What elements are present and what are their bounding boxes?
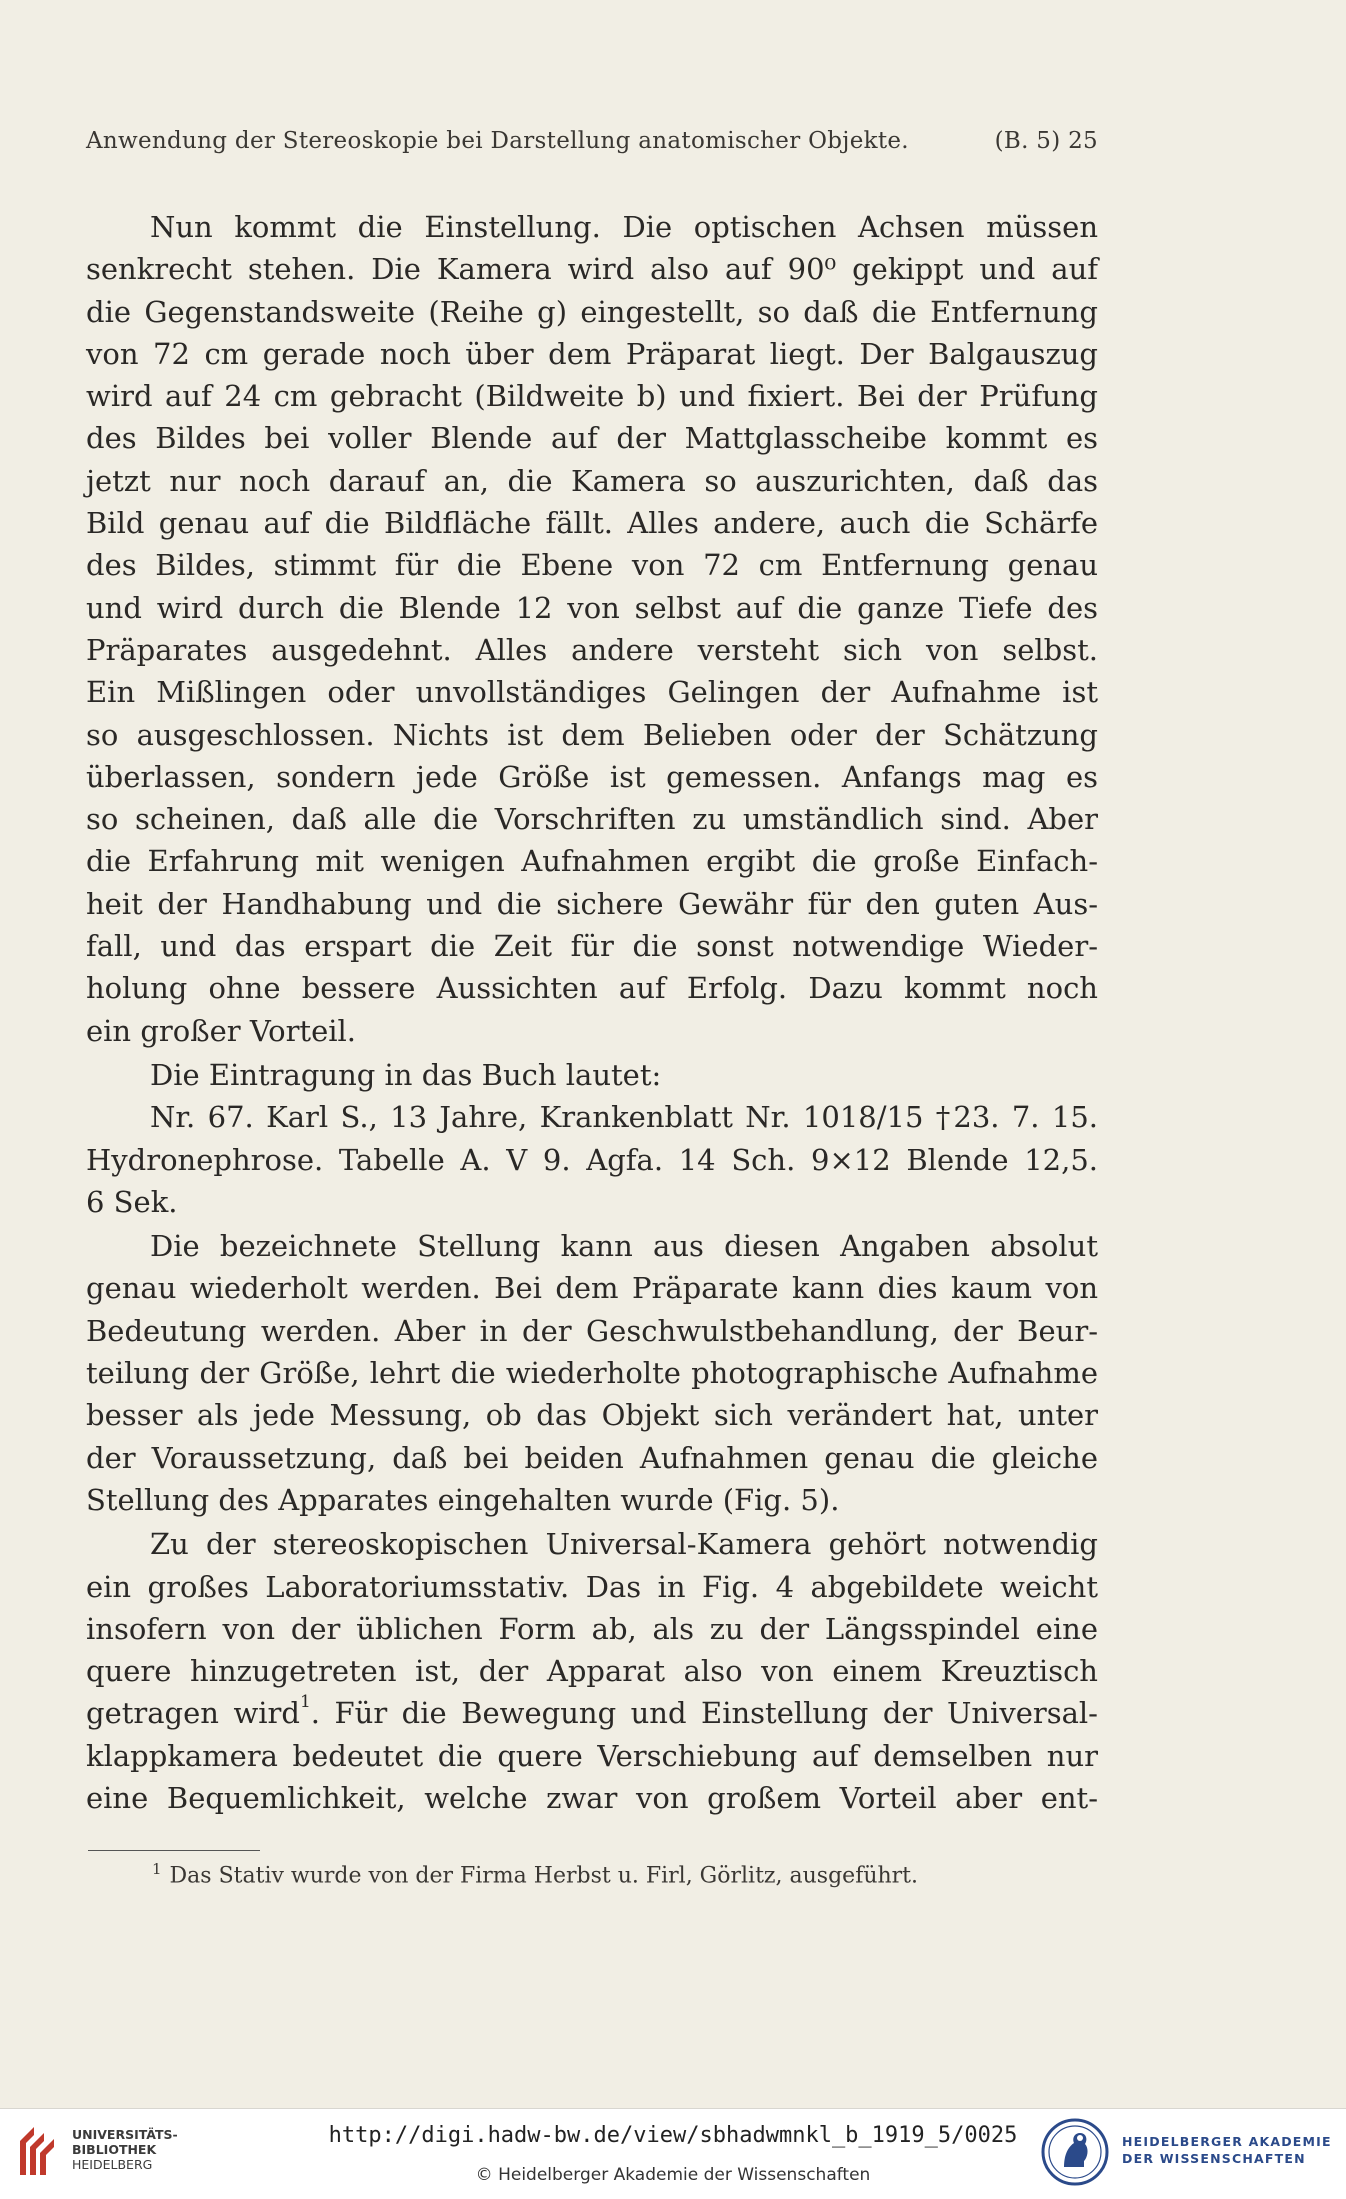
text-line: ein großer Vorteil. (86, 1013, 357, 1048)
text-line: Die bezeichnete Stellung kann aus diesen Angaben absolut (150, 1229, 1098, 1264)
library-name-line: HEIDELBERG (72, 2157, 153, 2172)
text-line: des Bildes bei voller Blende auf der Mattglasscheibe kommt es (86, 421, 1098, 456)
text-line: so scheinen, daß alle die Vorschriften zu umständlich sind. Aber (86, 802, 1098, 837)
record-entry-line: Nr. 67. Karl S., 13 Jahre, Krankenblatt Nr. 1018/15 †23. 7. 15. (150, 1100, 1098, 1135)
text-line: senkrecht stehen. Die Kamera wird also auf 90⁰ gekippt und auf (86, 252, 1098, 287)
text-line: die Gegenstandsweite (Reihe g) eingestellt, so daß die Entfernung (86, 294, 1098, 329)
text-line: und wird durch die Blende 12 von selbst auf die ganze Tiefe des (86, 590, 1098, 625)
footnote-reference: 1 (299, 1692, 311, 1713)
text-line: quere hinzugetreten ist, der Apparat also von einem Kreuztisch (86, 1654, 1098, 1689)
footnote-divider (88, 1850, 260, 1851)
text-line: ein großes Laboratoriumsstativ. Das in Fig. 4 abgebildete weicht (86, 1569, 1098, 1604)
footnote (152, 1860, 1098, 1888)
text-line: Nun kommt die Einstellung. Die optischen Achsen müssen (150, 210, 1098, 244)
text-line: jetzt nur noch darauf an, die Kamera so auszurichten, daß das (86, 463, 1098, 498)
running-head (86, 128, 1098, 154)
text-line: genau wiederholt werden. Bei dem Präparate kann dies kaum von (86, 1271, 1098, 1306)
academy-seal-icon[interactable] (1040, 2117, 1110, 2187)
text-line: wird auf 24 cm gebracht (Bildweite b) und fixiert. Bei der Prüfung (86, 379, 1098, 414)
text-line: Präparates ausgedehnt. Alles andere versteht sich von selbst. (86, 632, 1098, 667)
text-line: insofern von der üblichen Form ab, als zu der Längsspindel eine (86, 1611, 1098, 1646)
text-line: die Erfahrung mit wenigen Aufnahmen ergibt die große Einfach- (86, 844, 1098, 879)
text-line: Die Eintragung in das Buch lautet: (150, 1057, 662, 1092)
running-head-page-number: (B. 5) 25 (994, 128, 1098, 154)
text-line: so ausgeschlossen. Nichts ist dem Belieben oder der Schätzung (86, 717, 1098, 752)
text-line: teilung der Größe, lehrt die wiederholte photographische Aufnahme (86, 1356, 1098, 1391)
text-line: Zu der stereoskopischen Universal-Kamera gehört notwendig (150, 1527, 1098, 1562)
digitization-footer (0, 2108, 1346, 2199)
text-fragment: getragen wird (86, 1696, 300, 1731)
text-line: Bedeutung werden. Aber in der Geschwulstbehandlung, der Beur- (86, 1313, 1098, 1348)
academy-name-line: DER WISSENSCHAFTEN (1122, 2151, 1306, 2166)
running-head-title: Anwendung der Stereoskopie bei Darstellung anatomischer Objekte. (86, 128, 909, 154)
text-line: des Bildes, stimmt für die Ebene von 72 cm Entfernung genau (86, 548, 1098, 583)
text-line: eine Bequemlichkeit, welche zwar von großem Vorteil aber ent- (86, 1780, 1098, 1815)
text-line: Bild genau auf die Bildfläche fällt. Alles andere, auch die Schärfe (86, 506, 1098, 541)
footnote-text: Das Stativ wurde von der Firma Herbst u. Firl, Görlitz, ausgeführt. (169, 1863, 919, 1889)
text-line: von 72 cm gerade noch über dem Präparat liegt. Der Balgauszug (86, 336, 1098, 371)
text-line: fall, und das erspart die Zeit für die sonst notwendige Wieder- (86, 929, 1098, 964)
text-line: Ein Mißlingen oder unvollständiges Gelingen der Aufnahme ist (86, 675, 1098, 710)
text-line: heit der Handhabung und die sichere Gewähr für den guten Aus- (86, 886, 1098, 921)
text-line: holung ohne bessere Aussichten auf Erfolg. Dazu kommt noch (86, 971, 1098, 1006)
text-line: besser als jede Messung, ob das Objekt sich verändert hat, unter (86, 1398, 1098, 1433)
academy-name-line: HEIDELBERGER AKADEMIE (1122, 2134, 1332, 2149)
permalink-url[interactable]: http://digi.hadw-bw.de/view/sbhadwmnkl_b_1919_5/0025 (328, 2123, 1018, 2148)
text-line: der Voraussetzung, daß bei beiden Aufnahmen genau die gleiche (86, 1440, 1098, 1475)
record-entry-line: 6 Sek. (86, 1184, 178, 1219)
academy-name (1122, 2133, 1332, 2167)
text-fragment: . Für die Bewegung und Einstellung der Universal- (310, 1696, 1098, 1731)
text-line-with-footnote (86, 1692, 1098, 1734)
body-text (86, 206, 1098, 1819)
library-name-line: UNIVERSITÄTS- (72, 2127, 178, 2142)
text-line: überlassen, sondern jede Größe ist gemessen. Anfangs mag es (86, 759, 1098, 794)
library-name-line: BIBLIOTHEK (72, 2142, 157, 2157)
footnote-mark: 1 (152, 1860, 162, 1878)
copyright-notice: © Heidelberger Akademie der Wissenschaften (475, 2165, 871, 2185)
record-entry-line: Hydronephrose. Tabelle A. V 9. Agfa. 14 Sch. 9×12 Blende 12,5. (86, 1142, 1098, 1177)
text-line: klappkamera bedeutet die quere Verschiebung auf demselben nur (86, 1738, 1098, 1773)
text-line: Stellung des Apparates eingehalten wurde (Fig. 5). (86, 1482, 840, 1517)
